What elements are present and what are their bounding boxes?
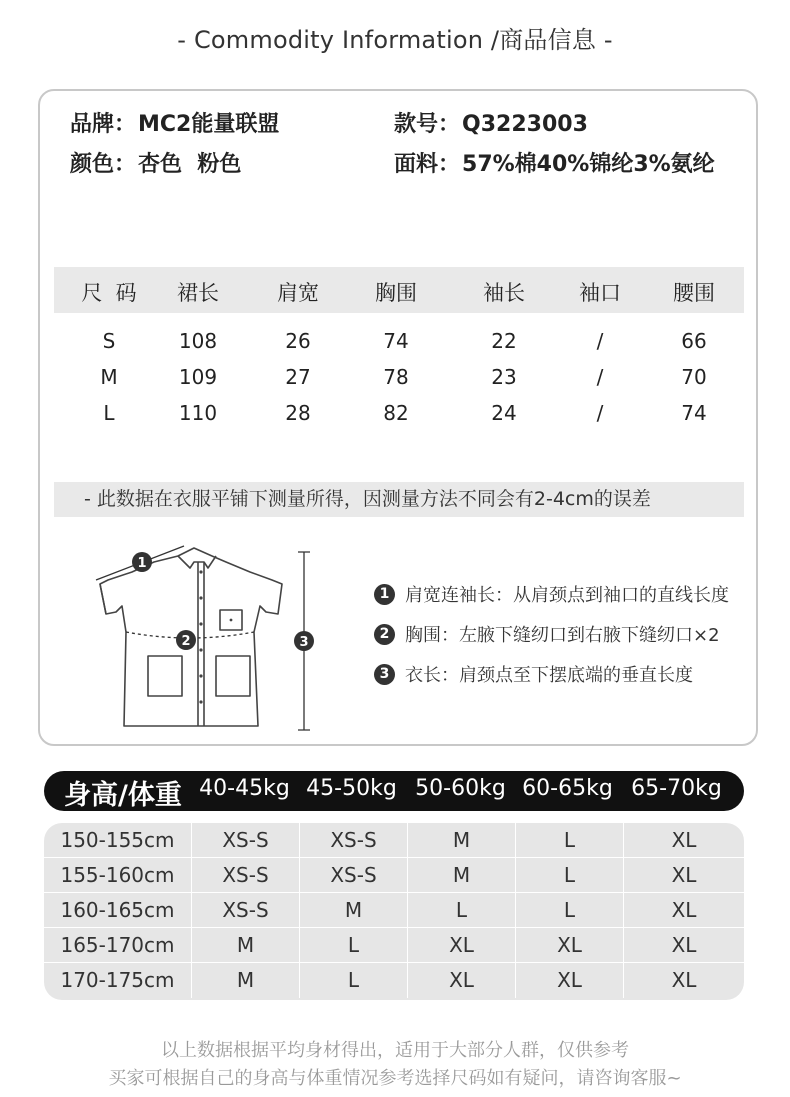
body-size-row (44, 928, 744, 963)
right-pocket (216, 656, 250, 696)
marker-1-label: 1 (137, 556, 147, 571)
size-rec-cell: XL (623, 963, 744, 998)
footer-note-line-1: 以上数据根据平均身材得出，适用于大部分人群，仅供参考 (161, 1040, 629, 1061)
height-cell: 170-175cm (60, 968, 175, 992)
legend-text: 胸围：左腋下缝纫口到右腋下缝纫口×2 (405, 625, 720, 646)
weight-column-header: 45-50kg (306, 776, 397, 801)
size-cell: 82 (383, 401, 409, 425)
commodity-info-card (38, 89, 758, 746)
body-size-row (44, 963, 744, 998)
size-cell: 22 (491, 329, 517, 353)
size-rec-cell: M (191, 928, 299, 963)
height-weight-label: 身高/体重 (64, 780, 182, 811)
size-cell: 24 (491, 401, 517, 425)
body-size-row (44, 893, 744, 928)
size-rec-cell: XS-S (191, 893, 299, 928)
size-rec-cell: XS-S (299, 858, 407, 893)
legend-text: 肩宽连袖长：从肩颈点到袖口的直线长度 (405, 585, 729, 606)
style-label: 款号： (394, 112, 461, 137)
weight-column-header: 50-60kg (415, 776, 506, 801)
size-rec-cell: L (515, 823, 623, 858)
brand-info (70, 107, 279, 138)
size-rec-cell: XL (407, 963, 515, 998)
weight-column-header: 60-65kg (522, 776, 613, 801)
size-rec-cell: XS-S (191, 823, 299, 858)
size-cell: 78 (383, 365, 409, 389)
marker-3-label: 3 (299, 635, 309, 650)
size-table-header (54, 267, 744, 313)
size-rec-cell: XL (515, 928, 623, 963)
size-cell: / (596, 365, 604, 389)
size-table-row (54, 329, 744, 359)
size-rec-cell: L (299, 963, 407, 998)
size-cell: M (100, 365, 118, 389)
height-cell: 160-165cm (60, 898, 175, 922)
size-header-cell: 袖口 (579, 281, 621, 305)
size-header-cell: 尺 码 (81, 281, 137, 305)
legend-item (374, 621, 720, 647)
size-cell: 28 (285, 401, 311, 425)
fabric-info (394, 147, 715, 178)
brand-label: 品牌： (70, 112, 137, 137)
marker-2-label: 2 (181, 634, 191, 649)
body-size-table (44, 823, 744, 1000)
size-header-cell: 裙长 (177, 281, 219, 305)
size-header-cell: 胸围 (375, 281, 417, 305)
legend-item (374, 661, 693, 687)
size-rec-cell: XL (623, 893, 744, 928)
size-cell: 74 (383, 329, 409, 353)
size-cell: / (596, 401, 604, 425)
footer-note-line-2: 买家可根据自己的身高与体重情况参考选择尺码如有疑问，请咨询客服~ (108, 1068, 682, 1089)
size-rec-cell: L (407, 893, 515, 928)
size-rec-cell: M (299, 893, 407, 928)
size-rec-cell: XS-S (191, 858, 299, 893)
size-rec-cell: XL (515, 963, 623, 998)
height-cell: 150-155cm (60, 828, 175, 852)
legend-number-icon: 2 (374, 624, 395, 645)
size-cell: 74 (681, 401, 707, 425)
size-cell: 23 (491, 365, 517, 389)
body-size-header (44, 771, 744, 811)
size-cell: 26 (285, 329, 311, 353)
size-cell: 108 (178, 329, 218, 353)
size-cell: L (103, 401, 115, 425)
size-rec-cell: L (515, 893, 623, 928)
legend-number-icon: 1 (374, 584, 395, 605)
measurement-note: - 此数据在衣服平铺下测量所得，因测量方法不同会有2-4cm的误差 (54, 482, 744, 517)
legend-item (374, 581, 729, 607)
size-header-cell: 肩宽 (277, 281, 319, 305)
size-header-cell: 袖长 (483, 281, 525, 305)
legend-text: 衣长：肩颈点至下摆底端的垂直长度 (405, 665, 693, 686)
size-cell: 70 (681, 365, 707, 389)
page-title: - Commodity Information /商品信息 - (177, 26, 613, 54)
size-table-row (54, 401, 744, 431)
size-rec-cell: XL (623, 858, 744, 893)
fabric-value: 57%棉40%锦纶3%氨纶 (462, 152, 715, 177)
size-table-row (54, 365, 744, 395)
size-rec-cell: XL (407, 928, 515, 963)
height-cell: 155-160cm (60, 863, 175, 887)
size-rec-cell: M (407, 823, 515, 858)
size-rec-cell: M (191, 963, 299, 998)
weight-column-header: 40-45kg (199, 776, 290, 801)
size-rec-cell: XL (623, 928, 744, 963)
style-info (394, 107, 588, 138)
legend-number-icon: 3 (374, 664, 395, 685)
garment-diagram (66, 536, 346, 736)
weight-column-header: 65-70kg (631, 776, 722, 801)
coat-collar (178, 556, 216, 568)
color-label: 颜色： (70, 152, 137, 177)
body-size-row (44, 858, 744, 893)
size-cell: 27 (285, 365, 311, 389)
size-rec-cell: L (299, 928, 407, 963)
size-rec-cell: M (407, 858, 515, 893)
size-header-cell: 腰围 (673, 281, 715, 305)
color-info (70, 147, 241, 178)
size-rec-cell: XL (623, 823, 744, 858)
size-cell: 110 (178, 401, 218, 425)
left-pocket (148, 656, 182, 696)
height-cell: 165-170cm (60, 933, 175, 957)
brand-value: MC2能量联盟 (138, 112, 280, 137)
size-rec-cell: L (515, 858, 623, 893)
size-cell: 109 (178, 365, 218, 389)
size-cell: S (102, 329, 116, 353)
size-rec-cell: XS-S (299, 823, 407, 858)
fabric-label: 面料： (394, 152, 461, 177)
size-cell: 66 (681, 329, 707, 353)
body-size-row (44, 823, 744, 858)
size-cell: / (596, 329, 604, 353)
color-value: 杏色 粉色 (138, 152, 242, 177)
style-value: Q3223003 (462, 112, 588, 137)
